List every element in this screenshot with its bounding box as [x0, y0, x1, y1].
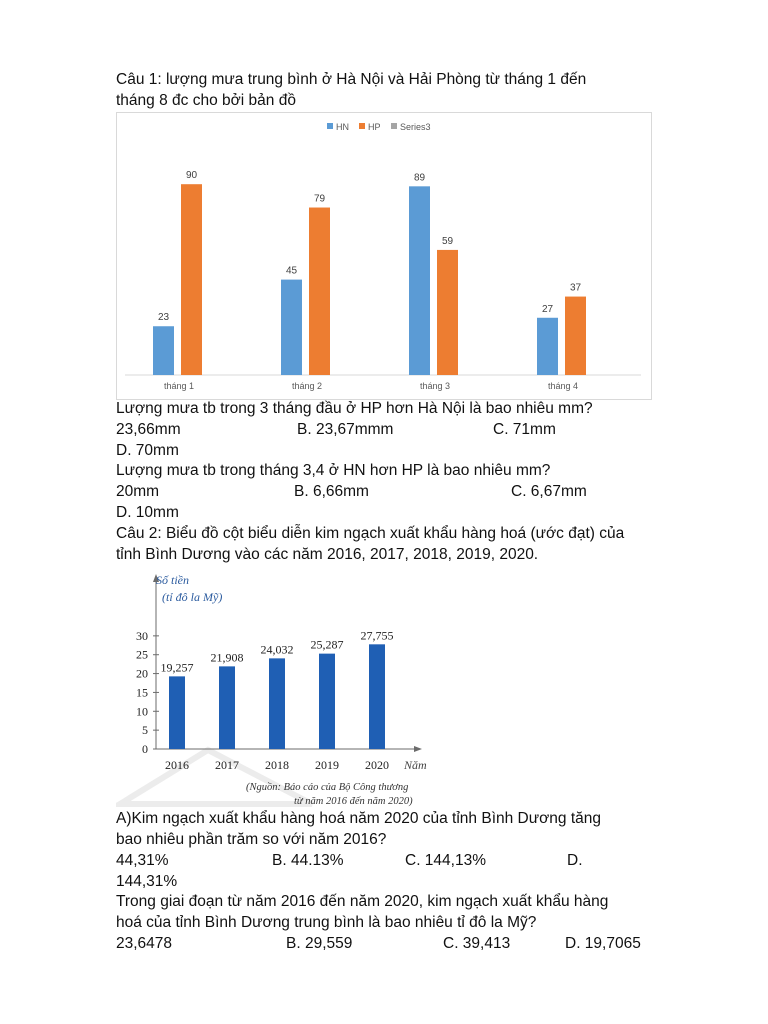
q1-sub1-option-a: 23,66mm	[116, 421, 181, 438]
q2-subA-option-c: C. 144,13%	[405, 852, 486, 869]
source-note-line2: từ năm 2016 đến năm 2020)	[294, 796, 413, 807]
bar-hp-1	[181, 184, 202, 375]
bar-2018	[269, 658, 285, 749]
q1-sub1-option-c: C. 71mm	[493, 421, 556, 438]
bar-2019	[319, 654, 335, 749]
rainfall-chart-svg	[117, 113, 651, 399]
y-tick-label-0: 0	[142, 742, 148, 756]
data-label-2017: 21,908	[210, 650, 244, 665]
q1-sub1-option-b: B. 23,67mmm	[297, 421, 394, 438]
q1-sub2-option-d: D. 10mm	[116, 504, 179, 521]
legend-swatch-series3	[391, 123, 397, 129]
q1-sub2-option-c: C. 6,67mm	[511, 483, 587, 500]
data-label-hp-2: 79	[313, 193, 326, 205]
legend-label-hn: HN	[336, 122, 349, 132]
bar-hn-1	[153, 326, 174, 375]
bar-2017	[219, 666, 235, 749]
x-tick-label-2017: 2017	[215, 758, 239, 772]
data-label-2018: 24,032	[260, 642, 294, 657]
bar-hn-3	[409, 186, 430, 375]
bar-2020	[369, 644, 385, 749]
q2-subA-option-d-value: 144,31%	[116, 873, 178, 890]
legend-swatch-hp	[359, 123, 365, 129]
data-label-2016: 19,257	[160, 660, 194, 675]
x-tick-label-1: tháng 1	[163, 381, 195, 391]
bar-hp-4	[565, 297, 586, 375]
y-tick-label-30: 30	[136, 628, 148, 643]
q2-subA-question-line1: A)Kim ngạch xuất khẩu hàng hoá năm 2020 của tỉnh Bình Dương tăng	[116, 810, 601, 827]
q1-title-line1: Câu 1: lượng mưa trung bình ở Hà Nội và Hải Phòng từ tháng 1 đến	[116, 71, 587, 88]
legend-label-series3: Series3	[400, 122, 431, 132]
legend-label-hp: HP	[368, 122, 381, 132]
source-note-line1: (Nguồn: Báo cáo của Bộ Công thương	[246, 782, 409, 793]
data-label-hp-1: 90	[185, 170, 198, 182]
data-label-hn-2: 45	[285, 265, 298, 277]
q2-title-line2: tỉnh Bình Dương vào các năm 2016, 2017, 2018, 2019, 2020.	[116, 546, 539, 563]
y-tick-label-25: 25	[136, 647, 148, 662]
data-label-2020: 27,755	[360, 628, 394, 643]
x-tick-label-2020: 2020	[365, 758, 389, 772]
x-axis-arrow	[414, 746, 422, 752]
data-label-hn-1: 23	[157, 312, 170, 324]
x-tick-label-2018: 2018	[265, 758, 289, 772]
data-label-hn-3: 89	[413, 172, 426, 184]
bar-hp-3	[437, 250, 458, 375]
q2-subB-question-line2: hoá của tỉnh Bình Dương trung bình là bao nhiêu tỉ đô la Mỹ?	[116, 914, 537, 931]
y-tick-label-10: 10	[136, 704, 148, 719]
q1-sub2-option-a: 20mm	[116, 483, 160, 500]
q2-subB-option-b: B. 29,559	[286, 935, 353, 952]
q2-subB-option-d: D. 19,7065	[565, 935, 641, 952]
q2-subB-option-a: 23,6478	[116, 935, 173, 952]
q1-sub2-option-b: B. 6,66mm	[294, 483, 369, 500]
x-tick-label-4: tháng 4	[547, 381, 579, 391]
x-tick-label-2016: 2016	[165, 758, 189, 772]
data-label-hp-3: 59	[441, 235, 454, 247]
data-label-2019: 25,287	[310, 637, 344, 652]
y-axis-title-line1: Số tiền	[156, 573, 189, 587]
q1-title-line2: tháng 8 đc cho bởi bản đồ	[116, 92, 296, 109]
export-value-chart	[116, 568, 456, 812]
export-value-chart-svg	[116, 568, 456, 812]
q2-subA-option-a: 44,31%	[116, 852, 169, 869]
legend-swatch-hn	[327, 123, 333, 129]
bar-hp-2	[309, 208, 330, 375]
bar-hn-4	[537, 318, 558, 375]
bar-2016	[169, 676, 185, 749]
x-tick-label-2: tháng 2	[291, 381, 323, 391]
y-tick-label-5: 5	[142, 723, 148, 738]
x-axis-title: Năm	[404, 758, 427, 772]
q2-subA-option-d-letter: D.	[567, 852, 583, 869]
data-label-hn-4: 27	[541, 303, 554, 315]
q2-subA-option-b: B. 44.13%	[272, 852, 344, 869]
data-label-hp-4: 37	[569, 282, 582, 294]
y-tick-label-20: 20	[136, 666, 148, 681]
y-axis-title-line2: (tỉ đô la Mỹ)	[162, 590, 223, 604]
bar-hn-2	[281, 280, 302, 375]
q2-subA-question-line2: bao nhiêu phần trăm so với năm 2016?	[116, 831, 387, 848]
rainfall-chart	[116, 112, 652, 400]
q1-sub1-option-d: D. 70mm	[116, 442, 179, 459]
q1-sub1-question: Lượng mưa tb trong 3 tháng đầu ở HP hơn Hà Nội là bao nhiêu mm?	[116, 400, 593, 417]
x-tick-label-2019: 2019	[315, 758, 339, 772]
y-tick-label-15: 15	[136, 685, 148, 700]
q2-subB-question-line1: Trong giai đoạn từ năm 2016 đến năm 2020, kim ngạch xuất khẩu hàng	[116, 893, 609, 910]
x-tick-label-3: tháng 3	[419, 381, 451, 391]
q2-subB-option-c: C. 39,413	[443, 935, 511, 952]
q1-sub2-question: Lượng mưa tb trong tháng 3,4 ở HN hơn HP là bao nhiêu mm?	[116, 462, 551, 479]
q2-title-line1: Câu 2: Biểu đồ cột biểu diễn kim ngạch xuất khẩu hàng hoá (ước đạt) của	[116, 525, 625, 542]
